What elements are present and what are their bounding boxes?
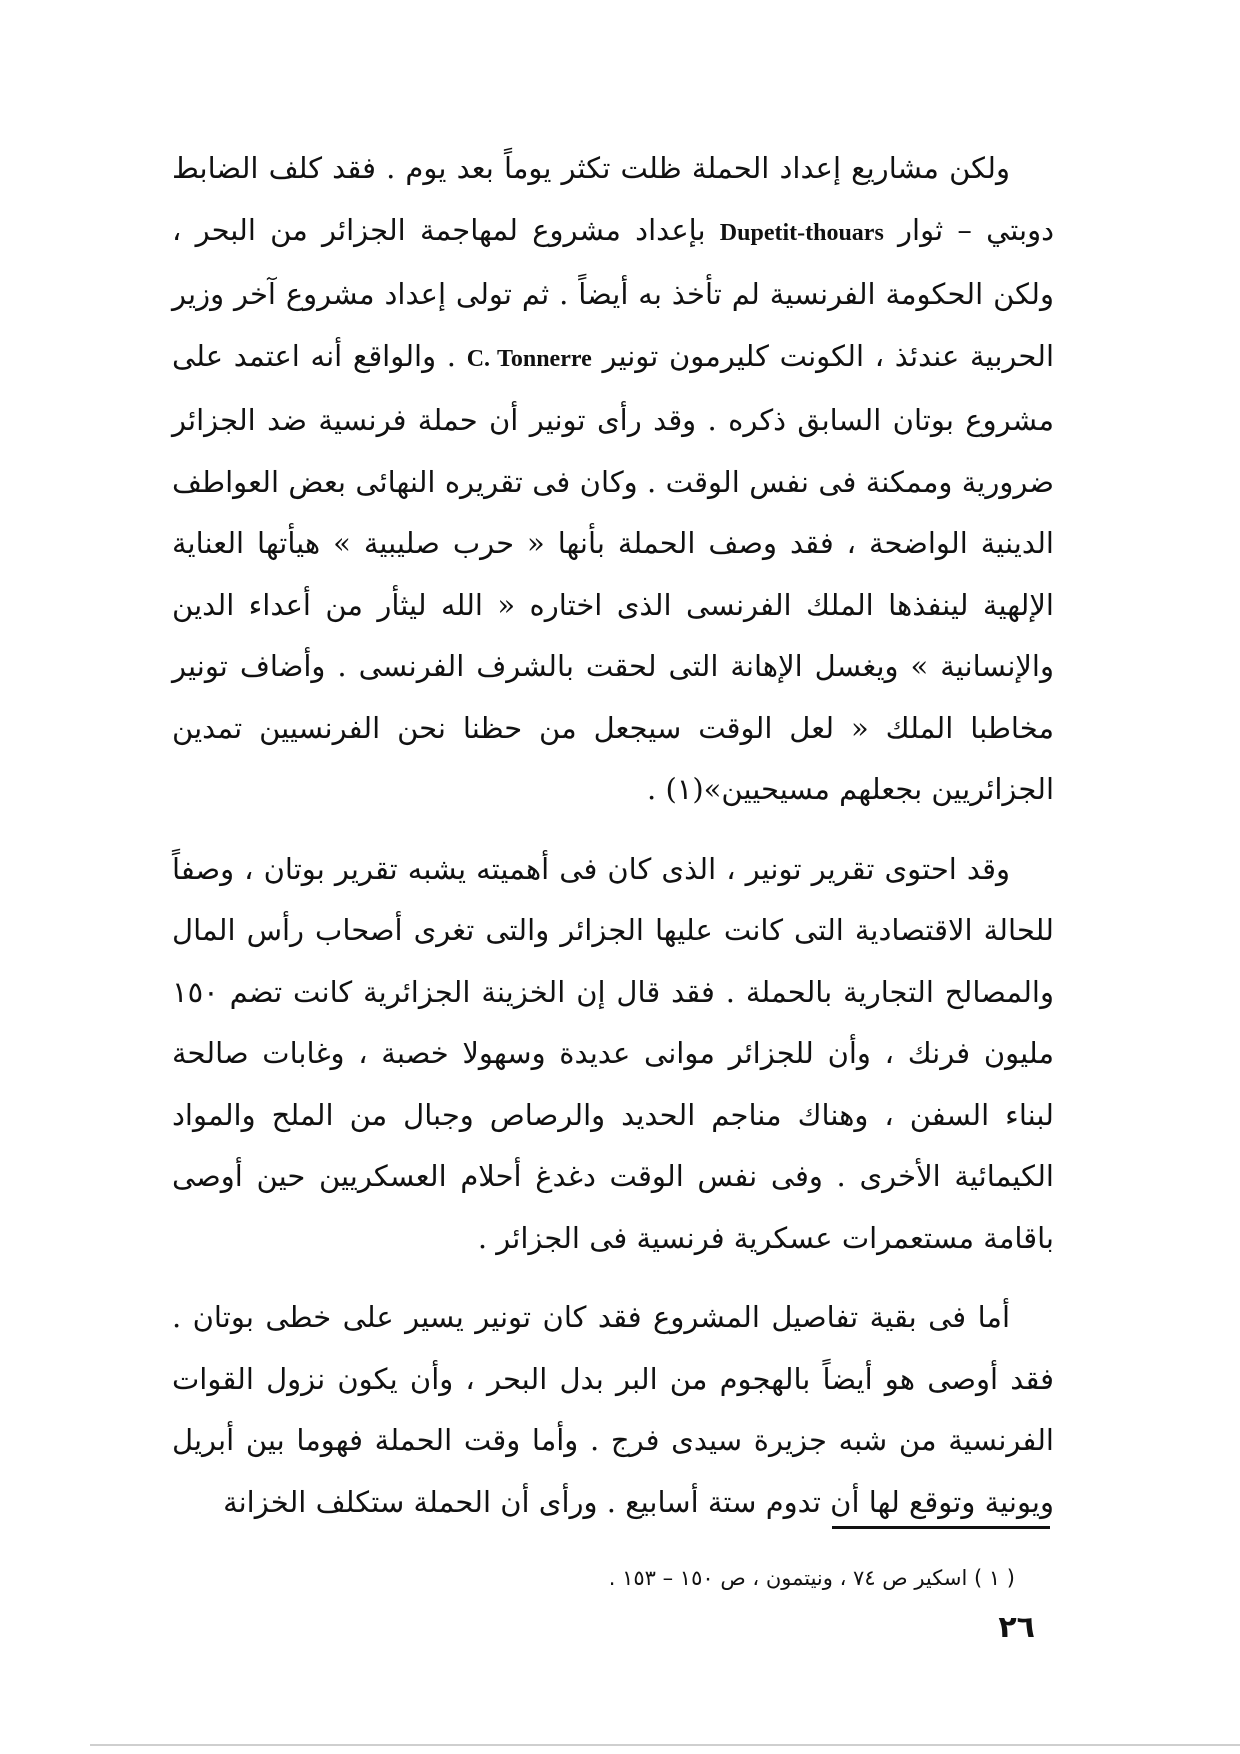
footnote: ( ١ ) اسكير ص ٧٤ ، ونيتمون ، ص ١٥٠ – ١٥٣ . bbox=[608, 1566, 1015, 1590]
paragraph-2: وقد احتوى تقرير تونير ، الذى كان فى أهميته يشبه تقرير بوتان ، وصفاً للحالة الاقتصادية التى كانت عليها الجزائر والتى تغرى أصحاب رأس المال والمصالح التجارية بالحملة . فقد قال إن الخزينة الجزائرية كانت تضم ١٥٠ مليون فرنك ، وأن للجزائر موانى عديدة وسهولا خصبة ، وغابات صالحة لبناء السفن ، وهناك مناجم الحديد والرصاص وجبال من الملح والمواد الكيمائية الأخرى . وفى نفس الوقت دغدغ أحلام العسكريين حين أوصى باقامة مستعمرات عسكرية فرنسية فى الجزائر . bbox=[172, 851, 1054, 1255]
scan-bottom-edge bbox=[90, 1744, 1240, 1746]
latin-name-dupetit-thouars: Dupetit-thouars bbox=[719, 219, 884, 246]
page-number: ٢٦ bbox=[998, 1610, 1035, 1645]
latin-name-tonnerre: C. Tonnerre bbox=[466, 345, 592, 372]
paragraph-1 bbox=[172, 138, 1054, 821]
paragraph-1-part-1: ولكن مشاريع إعداد الحملة ظلت تكثر يوماً بعد يوم . فقد كلف الضابط دوبتي – ثوار bbox=[172, 151, 1055, 247]
paragraph-1-part-3: . والواقع أنه اعتمد على مشروع بوتان السابق ذكره . وقد رأى تونير أن حملة فرنسية ضد الجزائر ضرورية وممكنة فى نفس الوقت . وكان فى تقريره النهائى بعض العواطف الدينية الواضحة ، فقد وصف الحملة بأنها « حرب صليبية » هيأتها العناية الإلهية لينفذها الملك الفرنسى الذى اختاره « الله ليثأر من أعداء الدين والإنسانية » ويغسل الإهانة التى لحقت بالشرف الفرنسى . وأضاف تونير مخاطبا الملك « لعل الوقت سيجعل من حظنا نحن الفرنسيين تمدين الجزائريين بجعلهم مسيحيين»(١) . bbox=[172, 338, 1054, 806]
paragraph-1-part-2: بإعداد مشروع لمهاجمة الجزائر من البحر ، ولكن الحكومة الفرنسية لم تأخذ به أيضاً . ثم تولى إعداد مشروع آخر وزير الحربية عندئذ ، الكونت كليرمون تونير bbox=[172, 212, 1055, 373]
main-text bbox=[172, 138, 1054, 1533]
paragraph-3: أما فى بقية تفاصيل المشروع فقد كان تونير يسير على خطى بوتان . فقد أوصى هو أيضاً بالهجوم من البر بدل البحر ، وأن يكون نزول القوات الفرنسية من شبه جزيرة سيدى فرج . وأما وقت الحملة فهوما بين أبريل ويونية وتوقع لها أن تدوم ستة أسابيع . ورأى أن الحملة ستكلف الخزانة bbox=[172, 1300, 1054, 1519]
footnote-separator bbox=[832, 1526, 1050, 1529]
